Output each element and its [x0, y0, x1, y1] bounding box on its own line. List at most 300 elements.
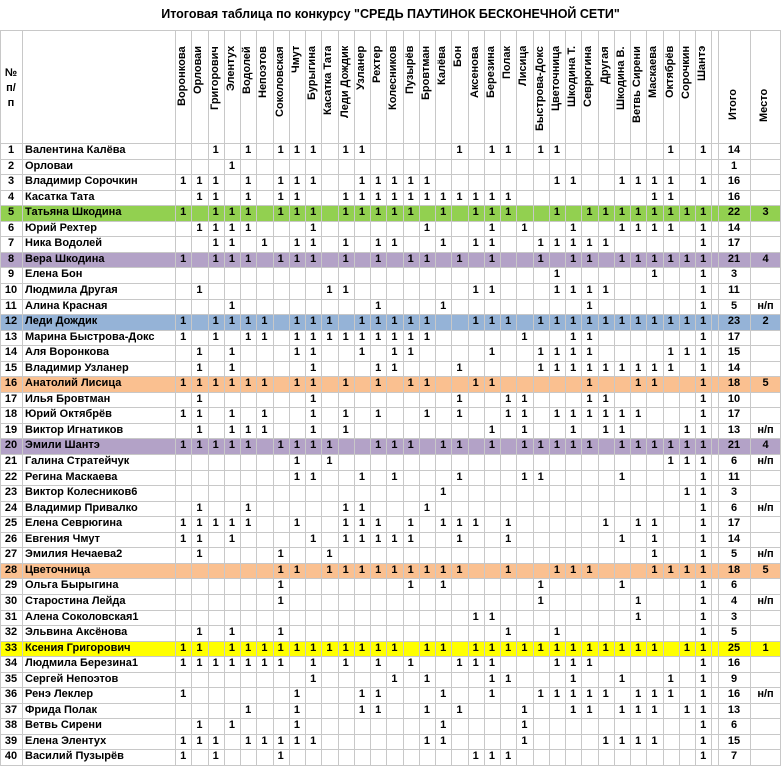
grid-line — [403, 30, 404, 765]
participant-name: Алина Красная — [25, 299, 108, 312]
vote-mark: 1 — [261, 657, 268, 670]
grid-line — [0, 236, 781, 237]
vote-mark: 1 — [440, 206, 447, 219]
grid-line — [0, 672, 781, 673]
vote-mark: 1 — [553, 315, 560, 328]
row-place: 3 — [762, 206, 769, 219]
vote-mark: 1 — [586, 283, 593, 296]
row-place — [750, 159, 781, 175]
row-place: н/п — [757, 548, 774, 561]
column-header: Цветочница — [549, 46, 562, 112]
vote-mark: 1 — [326, 315, 333, 328]
vote-mark: 1 — [602, 206, 609, 219]
grid-line — [549, 30, 550, 765]
row-total: 14 — [727, 221, 741, 234]
vote-mark: 1 — [358, 501, 365, 514]
vote-mark: 1 — [310, 237, 317, 250]
vote-mark: 1 — [293, 470, 300, 483]
vote-mark: 1 — [423, 734, 430, 747]
vote-mark: 1 — [440, 641, 447, 654]
header-number-part: № — [4, 67, 18, 79]
vote-mark: 1 — [180, 408, 187, 421]
vote-mark: 1 — [212, 315, 219, 328]
row-place — [750, 672, 781, 688]
vote-mark: 1 — [293, 641, 300, 654]
vote-mark: 1 — [700, 657, 707, 670]
vote-mark: 1 — [553, 175, 560, 188]
row-total: 16 — [727, 657, 741, 670]
grid-line — [0, 578, 781, 579]
vote-mark: 1 — [391, 361, 398, 374]
row-number: 35 — [4, 672, 18, 685]
vote-mark: 1 — [570, 641, 577, 654]
vote-mark: 1 — [456, 470, 463, 483]
grid-line — [0, 656, 781, 657]
grid-line — [370, 30, 371, 765]
grid-line — [679, 30, 680, 765]
vote-mark: 1 — [537, 579, 544, 592]
vote-mark: 1 — [651, 268, 658, 281]
vote-mark: 1 — [586, 237, 593, 250]
vote-mark: 1 — [700, 237, 707, 250]
participant-name: Сергей Непоэтов — [25, 672, 119, 685]
vote-mark: 1 — [228, 221, 235, 234]
row-number: 21 — [4, 455, 18, 467]
vote-mark: 1 — [196, 361, 203, 374]
vote-mark: 1 — [635, 252, 642, 265]
row-total: 18 — [727, 563, 741, 576]
participant-name: Анатолий Лисица — [25, 377, 122, 390]
vote-mark: 1 — [407, 532, 414, 545]
row-number: 15 — [4, 361, 18, 374]
row-total: 17 — [727, 517, 741, 530]
vote-mark: 1 — [651, 206, 658, 219]
vote-mark: 1 — [700, 439, 707, 452]
vote-mark: 1 — [261, 423, 268, 436]
vote-mark: 1 — [196, 190, 203, 203]
vote-mark: 1 — [570, 563, 577, 576]
vote-mark: 1 — [423, 703, 430, 716]
vote-mark: 1 — [440, 439, 447, 452]
vote-mark: 1 — [700, 470, 707, 483]
vote-mark: 1 — [602, 237, 609, 250]
vote-mark: 1 — [391, 641, 398, 654]
vote-mark: 1 — [586, 206, 593, 219]
vote-mark: 1 — [180, 330, 187, 343]
vote-mark: 1 — [537, 144, 544, 156]
table-title: Итоговая таблица по конкурсу "СРЕДЬ ПАУТИНОК БЕСКОНЕЧНОЙ СЕТИ" — [161, 7, 620, 21]
vote-mark: 1 — [277, 641, 284, 654]
vote-mark: 1 — [245, 206, 252, 219]
participant-name: Цветочница — [25, 563, 91, 576]
header-number — [0, 66, 22, 111]
participant-name: Касатка Тата — [25, 190, 95, 203]
grid-line — [0, 283, 781, 284]
vote-mark: 1 — [700, 408, 707, 421]
vote-mark: 1 — [293, 734, 300, 747]
row-total: 3 — [730, 268, 738, 281]
vote-mark: 1 — [472, 377, 479, 390]
vote-mark: 1 — [700, 315, 707, 328]
row-number: 28 — [4, 563, 18, 576]
vote-mark: 1 — [212, 750, 219, 763]
vote-mark: 1 — [342, 190, 349, 203]
grid-line — [0, 610, 781, 611]
vote-mark: 1 — [212, 517, 219, 530]
vote-mark: 1 — [440, 563, 447, 576]
vote-mark: 1 — [358, 175, 365, 188]
row-total: 13 — [727, 703, 741, 716]
vote-mark: 1 — [488, 237, 495, 250]
vote-mark: 1 — [342, 532, 349, 545]
vote-mark: 1 — [310, 221, 317, 234]
grid-line — [0, 221, 781, 222]
participant-name: Регина Маскаева — [25, 470, 118, 483]
vote-mark: 1 — [586, 641, 593, 654]
row-place — [750, 143, 781, 159]
vote-mark: 1 — [375, 377, 382, 390]
vote-mark: 1 — [310, 144, 317, 156]
vote-mark: 1 — [196, 175, 203, 188]
vote-mark: 1 — [472, 283, 479, 296]
vote-mark: 1 — [472, 657, 479, 670]
vote-mark: 1 — [602, 361, 609, 374]
vote-mark: 1 — [212, 734, 219, 747]
vote-mark: 1 — [505, 392, 512, 405]
vote-mark: 1 — [586, 392, 593, 405]
row-place: 4 — [762, 439, 769, 452]
grid-line — [305, 30, 306, 765]
vote-mark: 1 — [358, 532, 365, 545]
vote-mark: 1 — [180, 252, 187, 265]
vote-mark: 1 — [700, 377, 707, 390]
vote-mark: 1 — [505, 517, 512, 530]
vote-mark: 1 — [342, 330, 349, 343]
row-total: 5 — [730, 626, 738, 639]
grid-line — [224, 30, 225, 765]
vote-mark: 1 — [586, 703, 593, 716]
row-number: 18 — [4, 408, 18, 421]
participant-name: Илья Бровтман — [25, 392, 111, 405]
vote-mark: 1 — [375, 175, 382, 188]
row-total: 11 — [728, 283, 740, 296]
row-number: 38 — [4, 719, 18, 732]
vote-mark: 1 — [391, 315, 398, 328]
vote-mark: 1 — [700, 501, 707, 514]
vote-mark: 1 — [618, 408, 625, 421]
grid-line — [711, 30, 712, 765]
vote-mark: 1 — [586, 330, 593, 343]
vote-mark: 1 — [423, 641, 430, 654]
vote-mark: 1 — [553, 361, 560, 374]
vote-mark: 1 — [375, 361, 382, 374]
vote-mark: 1 — [618, 641, 625, 654]
vote-mark: 1 — [423, 330, 430, 343]
vote-mark: 1 — [423, 190, 430, 203]
vote-mark: 1 — [651, 221, 658, 234]
vote-mark: 1 — [635, 703, 642, 716]
row-place — [750, 703, 781, 719]
vote-mark: 1 — [683, 315, 690, 328]
row-total: 16 — [727, 688, 741, 701]
vote-mark: 1 — [488, 346, 495, 359]
grid-line — [0, 625, 781, 626]
vote-mark: 1 — [293, 439, 300, 452]
vote-mark: 1 — [635, 517, 642, 530]
vote-mark: 1 — [635, 641, 642, 654]
row-number: 29 — [4, 579, 18, 592]
vote-mark: 1 — [326, 439, 333, 452]
grid-line — [175, 30, 176, 765]
grid-line — [419, 30, 420, 765]
vote-mark: 1 — [310, 392, 317, 405]
row-number: 23 — [4, 486, 18, 499]
vote-mark: 1 — [586, 252, 593, 265]
vote-mark: 1 — [358, 517, 365, 530]
grid-line — [0, 423, 781, 424]
vote-mark: 1 — [570, 237, 577, 250]
grid-line — [695, 30, 696, 765]
column-header: Соколовская — [273, 46, 286, 117]
vote-mark: 1 — [472, 641, 479, 654]
row-number: 26 — [4, 532, 18, 545]
vote-mark: 1 — [618, 703, 625, 716]
vote-mark: 1 — [586, 361, 593, 374]
row-total: 16 — [727, 175, 741, 188]
vote-mark: 1 — [293, 252, 300, 265]
grid-line — [0, 345, 781, 346]
vote-mark: 1 — [683, 252, 690, 265]
row-place: н/п — [757, 455, 774, 467]
row-total: 4 — [730, 594, 738, 607]
vote-mark: 1 — [700, 299, 707, 312]
vote-mark: 1 — [505, 408, 512, 421]
vote-mark: 1 — [440, 486, 447, 499]
vote-mark: 1 — [472, 750, 479, 763]
vote-mark: 1 — [277, 144, 284, 156]
vote-mark: 1 — [245, 641, 252, 654]
vote-mark: 1 — [375, 657, 382, 670]
vote-mark: 1 — [602, 315, 609, 328]
vote-mark: 1 — [553, 283, 560, 296]
vote-mark: 1 — [488, 315, 495, 328]
vote-mark: 1 — [440, 579, 447, 592]
vote-mark: 1 — [537, 641, 544, 654]
vote-mark: 1 — [537, 688, 544, 701]
vote-mark: 1 — [310, 206, 317, 219]
vote-mark: 1 — [358, 688, 365, 701]
vote-mark: 1 — [407, 252, 414, 265]
vote-mark: 1 — [196, 734, 203, 747]
vote-mark: 1 — [342, 237, 349, 250]
grid-line — [598, 30, 599, 765]
grid-line — [663, 30, 664, 765]
vote-mark: 1 — [553, 346, 560, 359]
vote-mark: 1 — [488, 439, 495, 452]
vote-mark: 1 — [635, 688, 642, 701]
vote-mark: 1 — [635, 734, 642, 747]
vote-mark: 1 — [440, 299, 447, 312]
vote-mark: 1 — [277, 439, 284, 452]
vote-mark: 1 — [293, 190, 300, 203]
participant-name: Ренэ Леклер — [25, 688, 94, 701]
vote-mark: 1 — [310, 315, 317, 328]
grid-line — [0, 30, 781, 31]
vote-mark: 1 — [570, 252, 577, 265]
vote-mark: 1 — [375, 641, 382, 654]
column-header: Орловаи — [192, 46, 205, 95]
vote-mark: 1 — [326, 455, 333, 467]
participant-name: Юрий Рехтер — [25, 221, 98, 234]
vote-mark: 1 — [407, 206, 414, 219]
vote-mark: 1 — [342, 408, 349, 421]
grid-line — [0, 749, 781, 750]
grid-line — [0, 190, 781, 191]
grid-line — [435, 30, 436, 765]
vote-mark: 1 — [505, 563, 512, 576]
vote-mark: 1 — [407, 315, 414, 328]
row-place — [750, 190, 781, 206]
vote-mark: 1 — [293, 144, 300, 156]
vote-mark: 1 — [700, 672, 707, 685]
grid-line — [0, 314, 781, 315]
grid-line — [0, 454, 781, 455]
vote-mark: 1 — [342, 517, 349, 530]
row-place — [750, 749, 781, 765]
row-number: 9 — [7, 268, 15, 281]
vote-mark: 1 — [537, 470, 544, 483]
vote-mark: 1 — [667, 144, 674, 156]
vote-mark: 1 — [440, 688, 447, 701]
grid-line — [0, 703, 781, 704]
participant-name: Владимир Сорочкин — [25, 175, 138, 188]
vote-mark: 1 — [228, 439, 235, 452]
row-number: 19 — [4, 423, 18, 436]
vote-mark: 1 — [423, 252, 430, 265]
vote-mark: 1 — [553, 641, 560, 654]
vote-mark: 1 — [618, 439, 625, 452]
vote-mark: 1 — [391, 206, 398, 219]
vote-mark: 1 — [505, 672, 512, 685]
vote-mark: 1 — [261, 408, 268, 421]
vote-mark: 1 — [456, 439, 463, 452]
vote-mark: 1 — [651, 190, 658, 203]
row-place — [750, 485, 781, 501]
row-number: 31 — [4, 610, 18, 623]
vote-mark: 1 — [602, 283, 609, 296]
row-place: 2 — [762, 315, 769, 328]
vote-mark: 1 — [196, 532, 203, 545]
vote-mark: 1 — [326, 641, 333, 654]
vote-mark: 1 — [570, 408, 577, 421]
vote-mark: 1 — [375, 190, 382, 203]
vote-mark: 1 — [618, 423, 625, 436]
row-place — [750, 718, 781, 734]
row-place: н/п — [757, 594, 774, 607]
vote-mark: 1 — [700, 175, 707, 188]
row-number: 10 — [4, 283, 18, 296]
vote-mark: 1 — [293, 237, 300, 250]
row-total: 9 — [730, 672, 738, 685]
row-number: 4 — [7, 190, 15, 203]
vote-mark: 1 — [700, 423, 707, 436]
column-header: Полак — [501, 46, 513, 79]
vote-mark: 1 — [310, 657, 317, 670]
participant-name: Василий Пузырёв — [25, 750, 124, 763]
vote-mark: 1 — [342, 252, 349, 265]
vote-mark: 1 — [488, 221, 495, 234]
grid-line — [256, 30, 257, 765]
row-total: 1 — [730, 159, 738, 172]
vote-mark: 1 — [196, 346, 203, 359]
vote-mark: 1 — [537, 346, 544, 359]
vote-mark: 1 — [618, 532, 625, 545]
vote-mark: 1 — [196, 377, 203, 390]
vote-mark: 1 — [196, 423, 203, 436]
row-total: 18 — [727, 377, 741, 390]
vote-mark: 1 — [667, 190, 674, 203]
vote-mark: 1 — [602, 423, 609, 436]
vote-mark: 1 — [310, 532, 317, 545]
vote-mark: 1 — [700, 532, 707, 545]
vote-mark: 1 — [228, 252, 235, 265]
vote-mark: 1 — [407, 517, 414, 530]
vote-mark: 1 — [212, 221, 219, 234]
participant-name: Владимир Узланер — [25, 361, 129, 374]
column-header: Севрюгина — [582, 46, 595, 108]
vote-mark: 1 — [391, 330, 398, 343]
vote-mark: 1 — [375, 563, 382, 576]
vote-mark: 1 — [651, 548, 658, 561]
vote-mark: 1 — [651, 688, 658, 701]
row-number: 27 — [4, 548, 18, 561]
vote-mark: 1 — [375, 688, 382, 701]
vote-mark: 1 — [537, 315, 544, 328]
vote-mark: 1 — [293, 688, 300, 701]
grid-line — [0, 205, 781, 206]
grid-line — [0, 532, 781, 533]
vote-mark: 1 — [618, 361, 625, 374]
vote-mark: 1 — [683, 486, 690, 499]
vote-mark: 1 — [277, 750, 284, 763]
row-number: 32 — [4, 626, 18, 639]
grid-line — [581, 30, 582, 765]
row-number: 7 — [7, 237, 15, 250]
vote-mark: 1 — [651, 361, 658, 374]
grid-line — [0, 174, 781, 175]
vote-mark: 1 — [488, 641, 495, 654]
vote-mark: 1 — [651, 252, 658, 265]
column-header: Касатка Тата — [322, 46, 335, 116]
participant-name: Евгения Чмут — [25, 532, 101, 545]
vote-mark: 1 — [651, 517, 658, 530]
vote-mark: 1 — [488, 206, 495, 219]
vote-mark: 1 — [488, 252, 495, 265]
vote-mark: 1 — [245, 734, 252, 747]
row-number: 13 — [4, 330, 18, 343]
vote-mark: 1 — [651, 377, 658, 390]
row-total: 21 — [727, 252, 741, 265]
participant-name: Эмилия Нечаева2 — [25, 548, 123, 561]
vote-mark: 1 — [602, 688, 609, 701]
grid-line — [0, 687, 781, 688]
grid-line — [516, 30, 517, 765]
vote-mark: 1 — [521, 221, 528, 234]
vote-mark: 1 — [456, 408, 463, 421]
vote-mark: 1 — [700, 517, 707, 530]
vote-mark: 1 — [472, 190, 479, 203]
vote-mark: 1 — [391, 190, 398, 203]
